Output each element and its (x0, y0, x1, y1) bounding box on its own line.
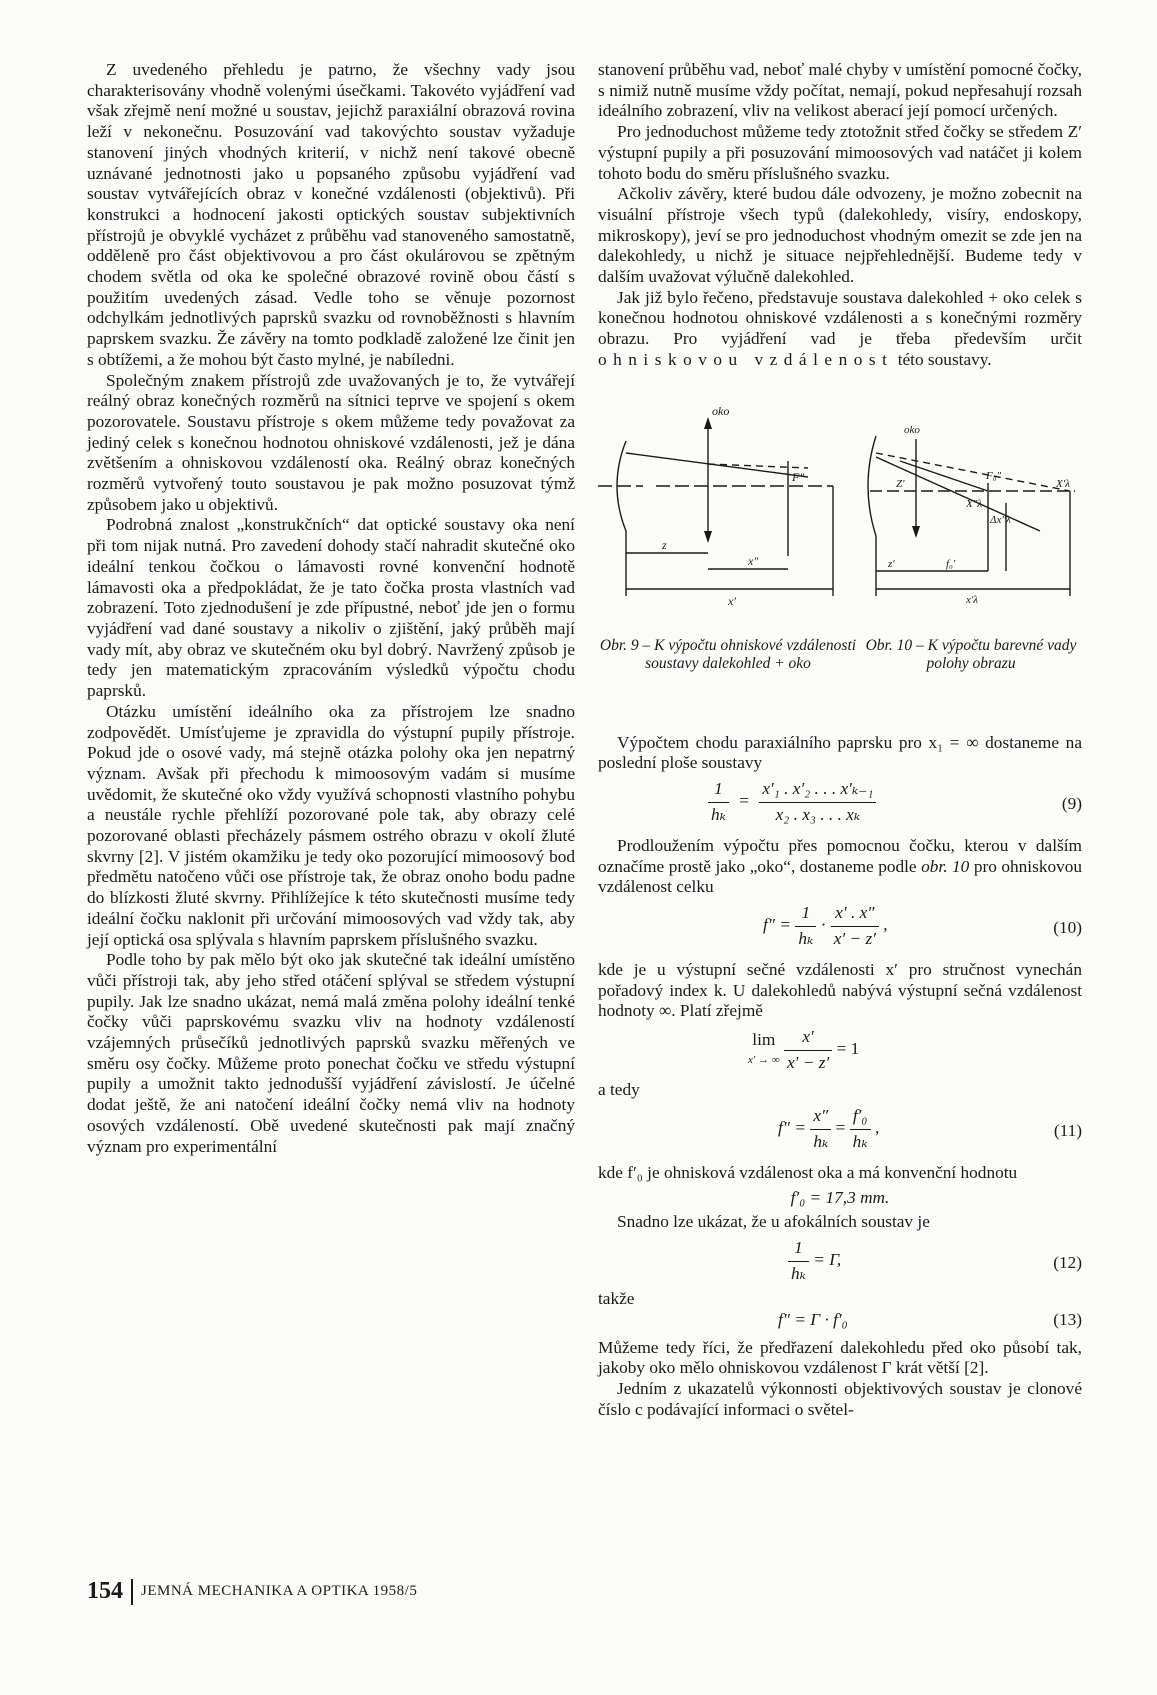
paragraph: Podrobná znalost „konstrukčních“ dat optické soustavy oka není při tom nijak nutná. Pro zavedení dohody stačí nahradit skutečné oko ideální tenkou čočkou o lámavosti rovné konvenční hodnotě lámavosti oka a předpokládat, že je tato čočka prosta vlastních vad zobrazení. Toto zjednodušení je zde přípustné, neboť jde jen o formu vyjádření vad dané soustavy a nikoliv o zjištění, jaký průběh mají vady mít, aby obraz ve skutečném oku byl dobrý. Navržený způsob je tedy jen matematickým zpracováním výsledků výpočtu chodu paprsků. (87, 515, 575, 701)
figure-9-diagram (598, 391, 858, 631)
label-x1: x′ (728, 593, 736, 608)
left-column (87, 60, 575, 1157)
paragraph-focal-length (598, 288, 1082, 371)
numerator: 1 (708, 779, 729, 803)
label-z: z (662, 537, 667, 552)
limit (748, 1030, 780, 1071)
denominator: x₂ . x₃ . . . xₖ (775, 804, 861, 824)
eq-rhs: = Γ, (813, 1250, 842, 1270)
paragraph: Otázku umístění ideálního oka za přístrojem lze snadno zodpovědět. Umísťujeme je zpravidla do výstupní pupily přístroje. Pokud jde o osové vady, má stejně otázka polohy oka jen nepatrný význam. Avšak při přechodu k mimoosovým vadám si musíme uvědomit, že skutečné oko vždy využívá schopnosti vlastního pohybu a neustále rychle přehlíží pozorované pole tak, aby obrazy celé pozorované oblasti přecházely pásmem ostrého obrazu v okolí žluté skvrny [2]. V jistém okamžiku je tedy oko pozorující mimoosový bod předmětu natočeno vůči ose přístroje tak, že obraz onoho bodu padne do blízkosti žluté skvrny. Přihlížejíce k této skutečnosti musíme tedy ideální čočku naklonit při určování mimoosových vad vždy tak, aby její optická osa splývala s hlavním paprskem příslušného svazku. (87, 701, 575, 949)
numerator: x′ (784, 1027, 832, 1051)
equation-number: (13) (1053, 1309, 1082, 1329)
equation-number: (11) (1053, 1120, 1082, 1140)
fraction (810, 1106, 831, 1152)
label-xl: x′λ (966, 593, 979, 606)
paragraph: stanovení průběhu vad, neboť malé chyby v umístění pomocné čočky, s nimiž nutně musíme vždy počítat, nemají, pokud nepřesahují rozsah ideálního zobrazení, vliv na velikost aberací její pomocí určených. (598, 60, 1082, 121)
label-x2: x″ (748, 553, 759, 568)
arrow-up (704, 417, 712, 429)
text-run: této soustavy. (897, 349, 992, 369)
label-X2: X′λ (1056, 477, 1070, 490)
label-oko: oko (712, 403, 730, 418)
numerator: x′ . x″ (831, 903, 879, 927)
denominator: hₖ (711, 804, 726, 824)
lim-word: lim (752, 1029, 776, 1049)
figure-10-caption: Obr. 10 – K výpočtu barevné vady polohy obrazu (865, 636, 1077, 672)
paragraph: Snadno lze ukázat, že u afokálních soustav je (617, 1212, 930, 1232)
punctuation: , (874, 1118, 880, 1138)
ray-1 (876, 457, 1040, 531)
equation-12 (598, 1233, 1082, 1289)
paragraph: Ačkoliv závěry, které budou dále odvozeny, je možno zobecnit na visuální přístroje všech typů (dalekohledy, visíry, endoskopy, mikroskopy), jeví se pro jednoduchost vhodným omezit se zde jen na dalekohledy, u nichž je situace nejpřehlednější. Budeme tedy v dalším uvažovat výlučně dalekohled. (598, 184, 1082, 287)
eq-lhs: f″ = (778, 1118, 806, 1138)
punctuation: , (883, 915, 888, 935)
objective-arc (868, 436, 876, 536)
label-X1: X″λ (966, 497, 983, 510)
figure-9 (598, 391, 858, 673)
equation-number: (9) (1061, 793, 1082, 813)
paragraph: Můžeme tedy říci, že předřazení dalekohledu před oko působí tak, jakoby oko mělo ohniskovou vzdálenost Γ krát větší [2]. (598, 1337, 1082, 1378)
equation-number: (12) (1053, 1252, 1082, 1272)
ray-2 (900, 461, 988, 491)
operator: · (820, 915, 827, 935)
paragraph: kde f′₀ je ohnisková vzdálenost oka a má konvenční hodnotu (598, 1162, 1018, 1182)
label-dx: Δx″λ (990, 513, 1011, 526)
denominator: hₖ (791, 1263, 806, 1283)
page-number: 154 (87, 1578, 123, 1604)
lim-sub: x′ → ∞ (748, 1054, 780, 1067)
equation-13-body: f″ = Γ · f′₀ (778, 1309, 848, 1329)
equation-9-body: $\frac{1}{\text{hₖ}}$ = $\frac{\text{x′₁ . x′₂ . . . x′ₖ₋₁}}{\text{x₂ . x₃ . . . xₖ}}$ (708, 779, 876, 825)
numerator: x″ (810, 1106, 831, 1130)
arrow-down (912, 526, 920, 538)
fraction (795, 903, 816, 949)
text-run: Jak již bylo řečeno, představuje soustava dalekohled + oko celek s konečnou hodnotou ohniskové vzdálenosti a s konečnými rozměry obrazu. Pro vyjádření vad je třeba především určit (598, 287, 1082, 349)
denominator: hₖ (798, 928, 814, 948)
numerator: f′₀ (850, 1106, 871, 1130)
ray-1 (626, 453, 808, 477)
equation-13 (598, 1310, 1082, 1338)
numerator: 1 (788, 1238, 809, 1262)
text-run: Prodloužením výpočtu přes pomocnou čočku, kterou v dalším označíme prostě jako „oko“, dostaneme podle (598, 835, 1082, 876)
equation-10-body (763, 903, 888, 949)
paragraph: kde je u výstupní sečné vzdálenosti x′ pro stručnost vynechán pořadový index k. U dalekohledů nabývá výstupní sečná vzdálenost hodnoty ∞. Platí zřejmě (598, 960, 1082, 1021)
fraction (788, 1238, 809, 1284)
figure-10-diagram (860, 391, 1082, 631)
eq-lhs: f″ = (763, 915, 791, 935)
text-run: pro ohniskovou vzdálenost celku (598, 856, 1083, 897)
equation-11 (598, 1101, 1082, 1163)
paragraph: Z uvedeného přehledu je patrno, že všechny vady jsou charakterisovány vhodně volenými úsečkami. Takovéto vyjádření vad však zřejmě není možné u soustav, jejichž paraxiální obrazová rovina leží v nekonečnu. Posuzování vad takovýchto soustav vyžaduje stanovení jiných vhodných kriterií, v nichž není takové obecně uznávané jednotnosti jako u popsaného způsobu vyjádření vad soustav vytvářejících obraz v konečné vzdálenosti (objektivů). Při konstrukci a hodnocení jakosti optických soustav subjektivních přístrojů je obvyklé vycházet z průběhu vad stanoveného samostatně, odděleně pro část objektivovou a pro část okulárovou se zpětným chodem světla od oka ke společné obrazové rovině obou částí s použitím uvedených zásad. Vedle toho se věnuje pozornost odchylkám jednotlivých paprsků svazku od rovnoběžnosti s hlavním paprskem svazku. Že závěry na tomto podkladě založené lze činit jen s obtížemi, a že mohou být často mylné, je nabíledni. (87, 60, 575, 369)
fraction (784, 1027, 832, 1073)
emphasized-term: ohniskovou vzdálenost (598, 349, 894, 369)
label-oko: oko (904, 423, 920, 436)
label-Z: Z′ (896, 477, 905, 490)
equation-limit-body (748, 1027, 859, 1073)
label-f0: f₀′ (946, 557, 956, 570)
fraction (708, 779, 729, 825)
figure-9-caption: Obr. 9 – K výpočtu ohniskové vzdálenosti soustavy dalekohled + oko (599, 636, 857, 672)
equation-number: (10) (1053, 918, 1082, 938)
denominator: hₖ (813, 1131, 829, 1151)
figure-ref: obr. 10 (921, 856, 970, 876)
denominator: x′ − z′ (833, 928, 876, 948)
equation-11-body (778, 1106, 879, 1152)
paragraph: Jedním z ukazatelů výkonnosti objektivových soustav je clonové číslo c podávající informaci o světel- (598, 1379, 1082, 1419)
numerator: x′₁ . x′₂ . . . x′ₖ₋₁ (759, 779, 876, 803)
right-column (598, 60, 1082, 1421)
paragraph: Podle toho by pak mělo být oko jak skutečné tak ideální umístěno vůči přístroji tak, aby jeho střed otáčení splýval se středem výstupní pupily. Jak lze snadno ukázat, nemá malá změna polohy ideální tenké čočky vůči paprskovému svazku vliv na hodnoty vzdáleností vzájemných průsečíků jednotlivých paprsků svazku měřených ve směru osy čočky. Můžeme proto ponechat čočku ve středu výstupní pupily a umožnit takto jednodušší vyjádření závislostí. Je účelné dodat ještě, že ani natočení ideální čočky nemá vliv na hodnoty osových vzdáleností. Obě uvedené skutečnosti pak mají značný význam pro experimentální (87, 950, 575, 1156)
numerator: 1 (795, 903, 816, 927)
journal-name: JEMNÁ MECHANIKA A OPTIKA 1958/5 (141, 1583, 418, 1599)
figures-row (598, 391, 1082, 721)
equation-10 (598, 898, 1082, 960)
label-F0: F₀″ (986, 469, 1002, 482)
paragraph: Výpočtem chodu paraxiálního paprsku pro x₁ = ∞ dostaneme na poslední ploše soustavy (598, 732, 1082, 773)
denominator: hₖ (852, 1131, 868, 1151)
label-F: F″ (792, 469, 805, 484)
equation-9 (598, 774, 1082, 836)
equation-12-body (788, 1238, 841, 1284)
label-z: z′ (888, 557, 895, 570)
paragraph: Pro jednoduchost můžeme tedy ztotožnit střed čočky se středem Z′ výstupní pupily a při posuzování mimoosových vad natáčet ji kolem tohoto bodu do směru příslušného svazku. (598, 122, 1082, 183)
arrow-down (704, 531, 712, 543)
paragraph: takže (598, 1288, 635, 1308)
paragraph (598, 836, 1082, 898)
operator: = (835, 1118, 846, 1138)
fraction (759, 779, 876, 825)
denominator: x′ − z′ (786, 1052, 830, 1072)
fraction (831, 903, 879, 949)
figure-10 (860, 391, 1082, 673)
f0-value: f′₀ = 17,3 mm. (790, 1187, 890, 1207)
footer-divider (131, 1579, 133, 1605)
equation-limit (598, 1022, 1082, 1080)
page-footer (87, 1578, 417, 1605)
eq-rhs: = 1 (836, 1039, 860, 1059)
fraction (850, 1106, 871, 1152)
paragraph: a tedy (598, 1080, 640, 1100)
paragraph: Společným znakem přístrojů zde uvažovaných je to, že vytvářejí reálný obraz konečných rozměrů na sítnici teprve ve spojení s okem pozorovatele. Soustavu přístroje s okem můžeme tedy považovat za jediný celek s konečnou hodnotou ohniskové vzdálenosti, jež je dána zvětšením a ohniskovou vzdáleností oka. Reálný obraz konečných rozměrů vytvořený touto soustavou je pak možno posuzovat týmž způsobem jako u objektivů. (87, 370, 575, 514)
